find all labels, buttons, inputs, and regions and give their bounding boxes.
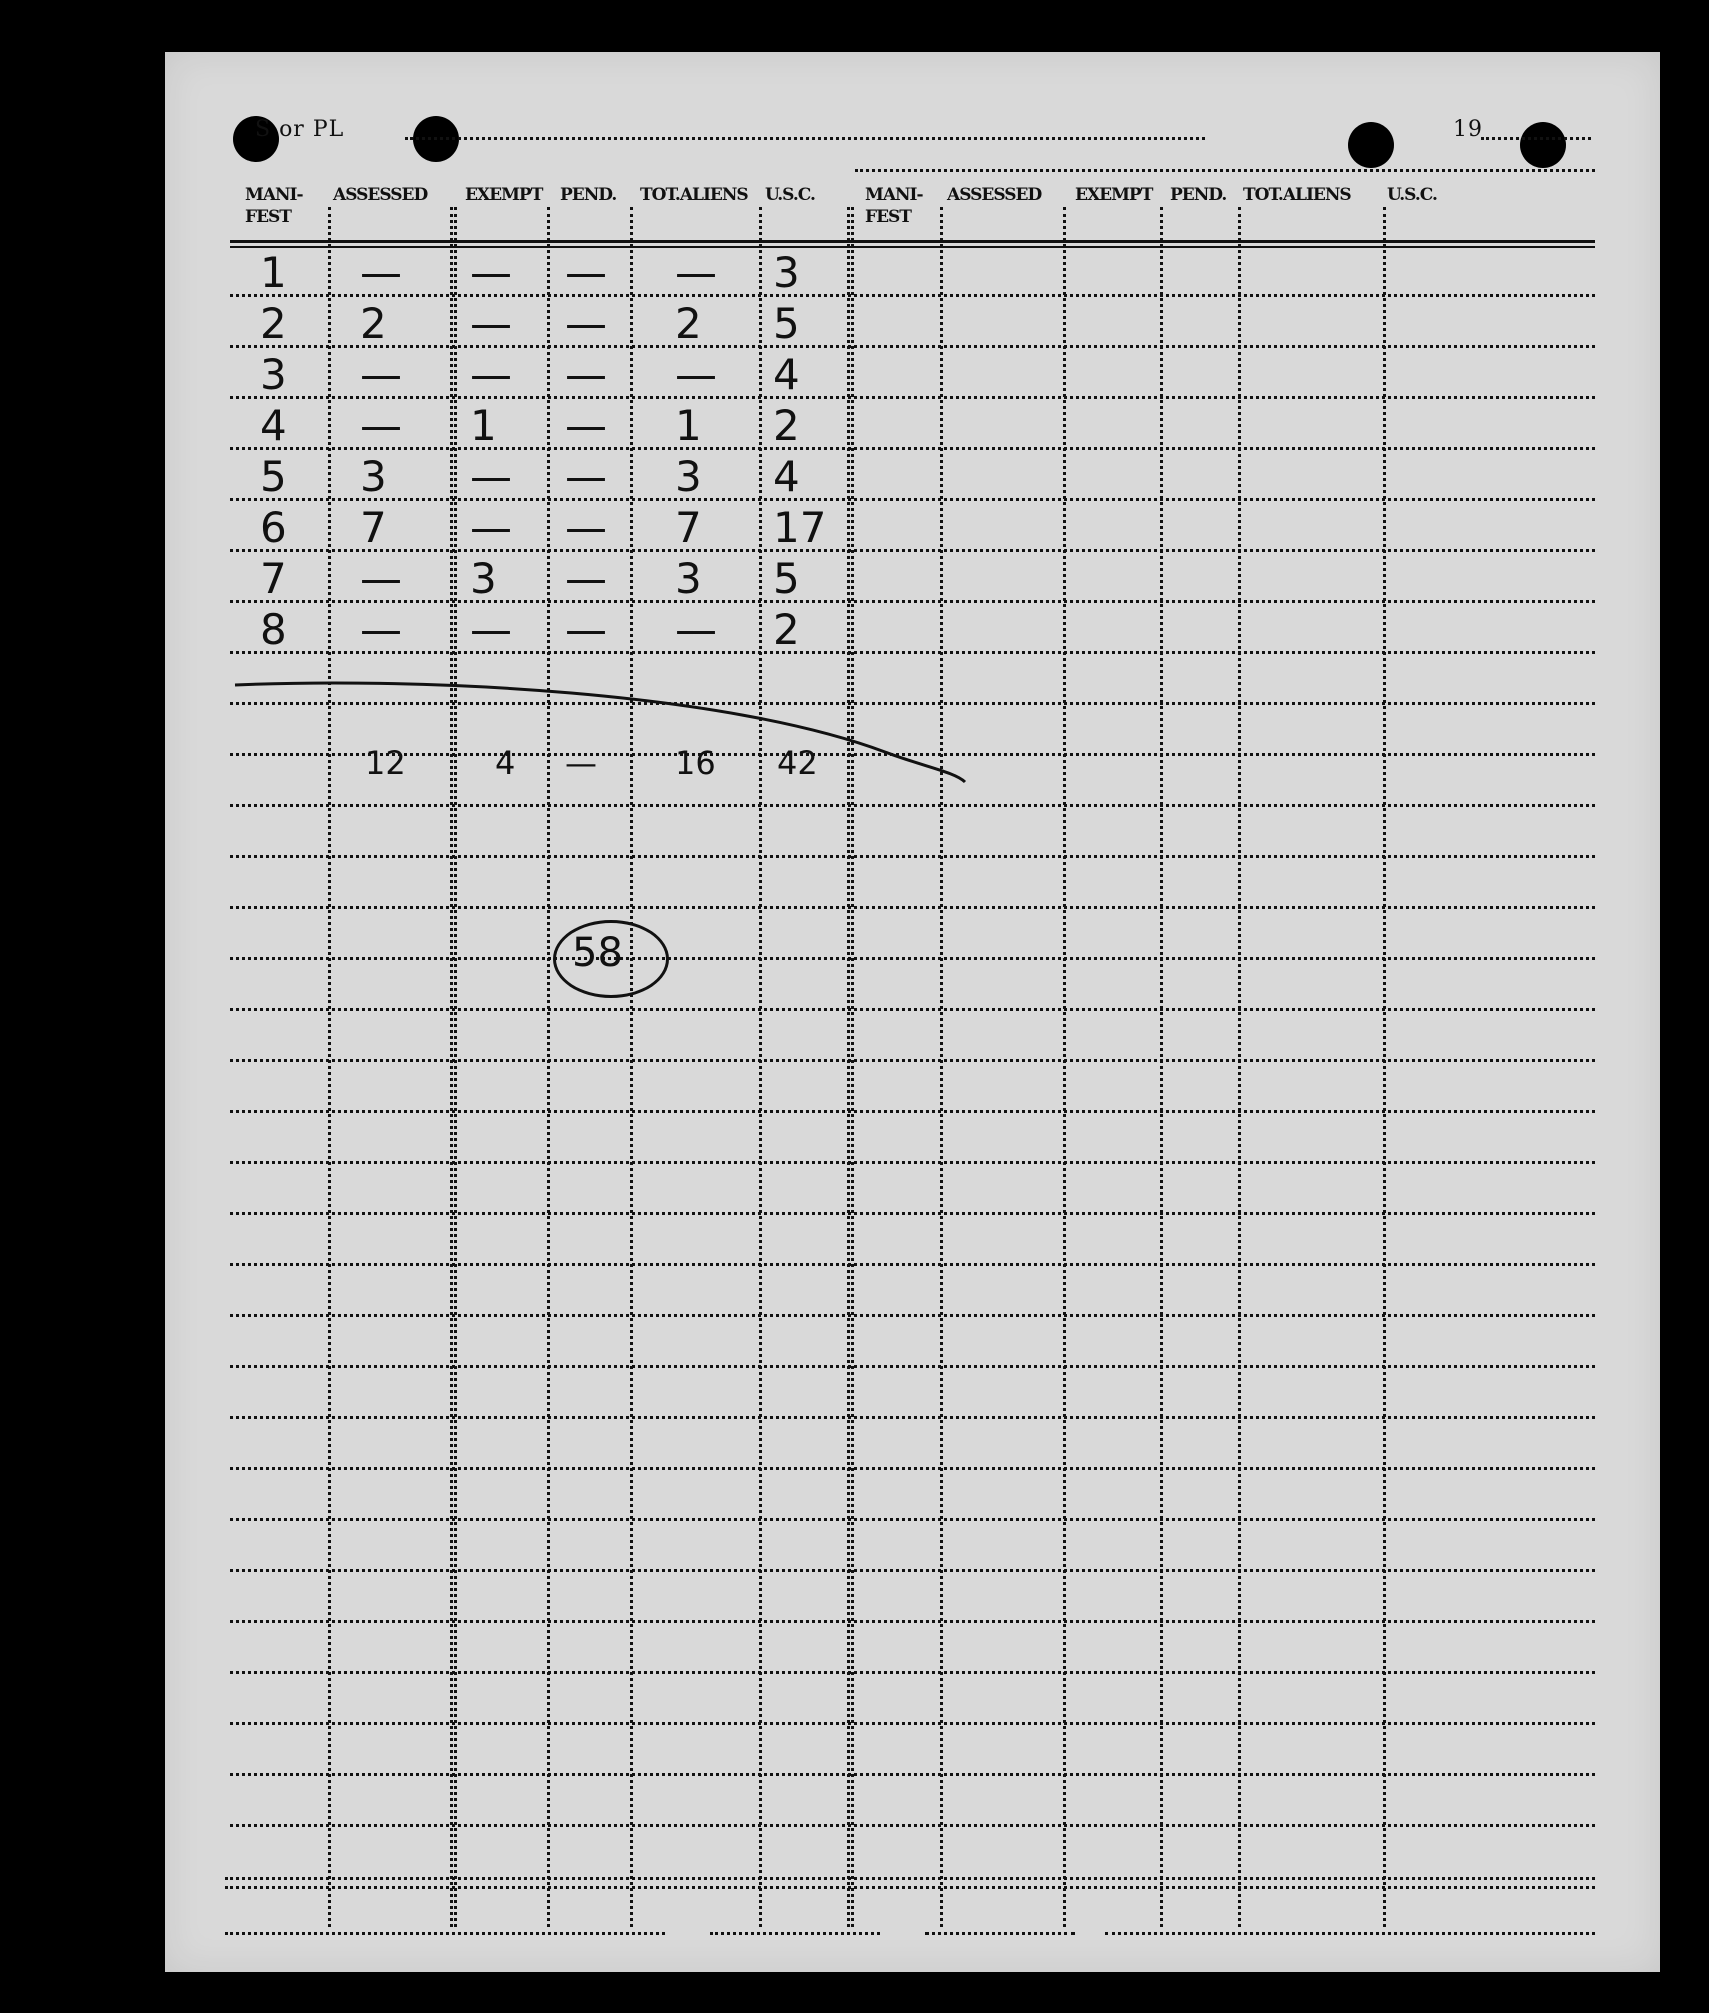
punch-hole-4 [1520, 122, 1566, 168]
cell-manifest: 7 [260, 554, 287, 603]
vline-4 [547, 207, 550, 1927]
row-line [230, 957, 1595, 960]
row-line [230, 855, 1595, 858]
row-line [230, 396, 1595, 399]
vline-6 [759, 207, 762, 1927]
cell-tot: 3 [675, 452, 702, 501]
header-top-line [855, 169, 1595, 172]
cell-tot: 1 [675, 401, 702, 450]
cell-usc: 2 [773, 401, 800, 450]
cell-manifest: 4 [260, 401, 287, 450]
cell-exempt: — [470, 299, 512, 348]
footer-rule [225, 1877, 1595, 1889]
row-line [230, 1110, 1595, 1113]
col-manifest-right: MANI- FEST [865, 185, 923, 227]
cell-pend: — [565, 248, 607, 297]
row-line [230, 906, 1595, 909]
cell-tot: — [675, 248, 717, 297]
cell-assessed: 2 [360, 299, 387, 348]
footer-line-4 [1105, 1932, 1595, 1935]
cell-pend: — [565, 554, 607, 603]
cell-usc: 5 [773, 299, 800, 348]
row-line [230, 549, 1595, 552]
cell-usc: 4 [773, 350, 800, 399]
header-rule [230, 240, 1595, 248]
cell-pend: — [565, 401, 607, 450]
row-line [230, 1161, 1595, 1164]
row-line [230, 1314, 1595, 1317]
cell-usc: 17 [773, 503, 827, 552]
row-line [230, 294, 1595, 297]
col-manifest-left: MANI- FEST [245, 185, 303, 227]
cell-pend: — [565, 299, 607, 348]
cell-assessed: — [360, 350, 402, 399]
header-year-line [1481, 137, 1591, 140]
col-pend-right: PEND. [1170, 185, 1227, 205]
row-line [230, 702, 1595, 705]
vline-10 [1063, 207, 1066, 1927]
cell-usc: 5 [773, 554, 800, 603]
handwritten-curve [165, 52, 1660, 1972]
vline-1 [328, 207, 331, 1927]
total-tot-aliens: 16 [675, 744, 716, 782]
cell-manifest: 2 [260, 299, 287, 348]
cell-usc: 4 [773, 452, 800, 501]
col-pend-left: PEND. [560, 185, 617, 205]
cell-tot: 3 [675, 554, 702, 603]
row-line [230, 600, 1595, 603]
row-line [230, 651, 1595, 654]
row-line [230, 498, 1595, 501]
cell-tot: 7 [675, 503, 702, 552]
col-totaliens-left: TOT.ALIENS [640, 185, 748, 205]
col-exempt-right: EXEMPT [1075, 185, 1153, 205]
vline-7 [847, 207, 850, 1927]
cell-tot: — [675, 605, 717, 654]
row-line [230, 1212, 1595, 1215]
punch-hole-3 [1348, 122, 1394, 168]
cell-pend: — [565, 350, 607, 399]
footer-line-2 [710, 1932, 880, 1935]
cell-tot: 2 [675, 299, 702, 348]
col-assessed-right: ASSESSED [947, 185, 1042, 205]
header-blank-line [405, 137, 1205, 140]
vline-9 [940, 207, 943, 1927]
row-line [230, 1620, 1595, 1623]
vline-11 [1160, 207, 1163, 1927]
cell-exempt: — [470, 503, 512, 552]
form-sheet [165, 52, 1660, 1972]
total-usc: 42 [777, 744, 818, 782]
col-usc-left: U.S.C. [765, 185, 815, 205]
row-line [230, 1365, 1595, 1368]
cell-usc: 3 [773, 248, 800, 297]
row-line [230, 1722, 1595, 1725]
cell-tot: — [675, 350, 717, 399]
col-totaliens-right: TOT.ALIENS [1243, 185, 1351, 205]
row-line [230, 1569, 1595, 1572]
cell-exempt: — [470, 248, 512, 297]
row-line [230, 447, 1595, 450]
row-line [230, 1416, 1595, 1419]
col-usc-right: U.S.C. [1387, 185, 1437, 205]
row-line [230, 1671, 1595, 1674]
cell-assessed: — [360, 554, 402, 603]
row-line [230, 1008, 1595, 1011]
cell-manifest: 5 [260, 452, 287, 501]
header-year-prefix: 19 [1453, 117, 1483, 142]
circled-total: 58 [572, 930, 623, 976]
total-assessed: 12 [365, 744, 406, 782]
cell-assessed: — [360, 605, 402, 654]
row-line [230, 804, 1595, 807]
row-line [230, 1059, 1595, 1062]
vline-8 [851, 207, 854, 1927]
row-line [230, 1263, 1595, 1266]
vline-5 [630, 207, 633, 1927]
vline-13 [1383, 207, 1386, 1927]
cell-pend: — [565, 503, 607, 552]
cell-pend: — [565, 452, 607, 501]
total-exempt: 4 [495, 744, 516, 782]
cell-exempt: — [470, 350, 512, 399]
vline-2 [450, 207, 453, 1927]
footer-line-3 [925, 1932, 1075, 1935]
cell-exempt: 3 [470, 554, 497, 603]
vline-3 [454, 207, 457, 1927]
cell-manifest: 1 [260, 248, 287, 297]
cell-exempt: — [470, 605, 512, 654]
cell-manifest: 8 [260, 605, 287, 654]
cell-manifest: 3 [260, 350, 287, 399]
row-line [230, 753, 1595, 756]
col-exempt-left: EXEMPT [465, 185, 543, 205]
row-line [230, 1773, 1595, 1776]
row-line [230, 345, 1595, 348]
vline-12 [1238, 207, 1241, 1927]
header-prefix: S or PL [255, 117, 345, 142]
cell-assessed: — [360, 401, 402, 450]
cell-assessed: 3 [360, 452, 387, 501]
total-pend: — [565, 744, 597, 782]
row-line [230, 1467, 1595, 1470]
cell-exempt: 1 [470, 401, 497, 450]
row-line [230, 1824, 1595, 1827]
cell-assessed: 7 [360, 503, 387, 552]
cell-pend: — [565, 605, 607, 654]
col-assessed-left: ASSESSED [333, 185, 428, 205]
footer-line-1 [225, 1932, 665, 1935]
cell-assessed: — [360, 248, 402, 297]
cell-exempt: — [470, 452, 512, 501]
cell-usc: 2 [773, 605, 800, 654]
cell-manifest: 6 [260, 503, 287, 552]
row-line [230, 1518, 1595, 1521]
